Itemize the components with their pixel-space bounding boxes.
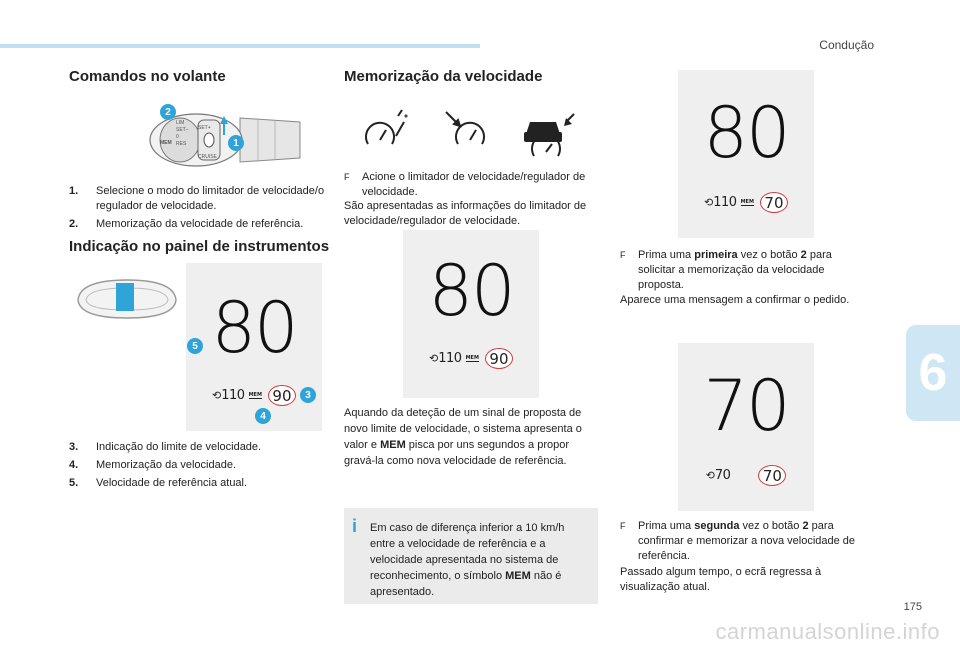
- speed-limit-icon: ⟲: [212, 389, 222, 402]
- cluster-outline: [72, 270, 182, 330]
- proposed-speed-ring: 70: [758, 465, 786, 486]
- speed-limit-icon: ⟲: [704, 196, 714, 209]
- list-item: [69, 476, 331, 491]
- activate-bullet: [344, 170, 599, 200]
- button-number: 2: [802, 520, 809, 532]
- text-span: para solicitar a memorização da velocidade proposta.: [638, 249, 832, 291]
- chapter-tab: [906, 325, 960, 421]
- paragraph-confirmation-message: Aparece uma mensagem a confirmar o pedido.: [620, 294, 850, 306]
- text-span: não é apresentado.: [370, 570, 562, 598]
- stalk-label-set-plus: SET+: [198, 125, 211, 131]
- speed-limit-value: 110: [438, 351, 462, 366]
- text-span: Aquando da deteção de um sinal de proposta de novo limite de velocidade, o sistema apresenta o valor e: [344, 407, 582, 451]
- speed-info-row: [706, 465, 787, 486]
- list-item: [69, 184, 331, 214]
- speed-limit-value: 110: [713, 195, 737, 210]
- item-number: 3.: [69, 441, 79, 453]
- reference-speed: 70: [703, 365, 789, 447]
- watermark: carmanualsonline.info: [715, 619, 940, 644]
- item-text: Indicação do limite de velocidade.: [96, 441, 262, 453]
- display-panel-second-press: [678, 343, 814, 511]
- bullet-mark: F: [344, 172, 350, 182]
- instrument-cluster-icon: [72, 270, 182, 330]
- info-note-box: [344, 508, 598, 604]
- mode-icons-drawing: [362, 108, 582, 160]
- bullet-mark: F: [620, 250, 626, 260]
- section-title: Condução: [819, 38, 874, 52]
- item-text: Memorização da velocidade.: [96, 459, 237, 471]
- mem-indicator: MEM: [740, 199, 754, 205]
- heading-instrument-panel: Indicação no painel de instrumentos: [69, 238, 330, 255]
- speed-limit-icon: ⟲: [429, 352, 439, 365]
- list-item: [69, 458, 331, 473]
- mode-icons: [362, 108, 582, 160]
- page-number: 175: [903, 601, 922, 613]
- heading-speed-memorisation: Memorização da velocidade: [344, 68, 543, 85]
- chapter-number: 6: [918, 344, 948, 402]
- reference-speed: 80: [703, 92, 789, 174]
- paragraph-proposal-signal: [344, 405, 596, 469]
- stalk-label-zero: 0: [176, 134, 179, 140]
- speed-limit-value: 70: [714, 468, 731, 483]
- text-span: vez o botão: [737, 249, 801, 261]
- stalk-label-cruise: CRUISE: [198, 154, 217, 160]
- stalk-label-res: RES: [176, 141, 187, 147]
- speed-info-row: [429, 348, 513, 369]
- steering-controls-list: [69, 184, 331, 235]
- speed-info-row: [212, 385, 296, 406]
- item-number: 2.: [69, 218, 79, 230]
- list-item: [69, 440, 331, 455]
- bullet-text: [638, 519, 870, 564]
- adaptive-cruise-icon: [524, 114, 574, 156]
- item-number: 5.: [69, 477, 79, 489]
- callout-badge-3: 3: [300, 387, 316, 403]
- mem-indicator: MEM: [248, 392, 262, 398]
- bullet-mark: F: [620, 521, 626, 531]
- info-icon: i: [352, 516, 358, 536]
- text-span: Prima uma: [638, 520, 695, 532]
- heading-steering-controls: Comandos no volante: [69, 68, 226, 85]
- stalk-label-lim: LIM: [176, 120, 185, 126]
- stalk-labels: [176, 120, 189, 148]
- mem-indicator: MEM: [465, 355, 479, 361]
- callout-badge-1: 1: [228, 135, 244, 151]
- bullet-text: Acione o limitador de velocidade/regulador de velocidade.: [362, 171, 586, 198]
- speed-limit-icon: ⟲: [705, 469, 715, 482]
- text-span: pisca por uns segundos a propor gravá-la como nova velocidade de referência.: [344, 439, 570, 467]
- mem-keyword: MEM: [505, 570, 531, 582]
- cruise-control-icon: [446, 112, 484, 144]
- paragraph-return-display: Passado algum tempo, o ecrã regressa à visualização atual.: [620, 566, 822, 593]
- proposed-speed-ring: 70: [760, 192, 788, 213]
- item-number: 4.: [69, 459, 79, 471]
- second-press-bullet: [620, 519, 870, 564]
- callout-badge-2: 2: [160, 104, 176, 120]
- proposed-speed-ring: 90: [485, 348, 513, 369]
- button-number: 2: [800, 249, 807, 261]
- instrument-panel-list: [69, 440, 331, 494]
- speed-limiter-icon: [366, 110, 407, 144]
- text-span: para confirmar e memorizar a nova velocidade de referência.: [638, 520, 856, 562]
- cluster-display-panel: [186, 263, 322, 431]
- callout-badge-5: 5: [187, 338, 203, 354]
- text-span: Em caso de diferença inferior a 10 km/h entre a velocidade de referência e a velocidade apresentada no sistema de reconhecimento, o símbolo: [370, 522, 565, 582]
- keyword-second: segunda: [694, 520, 740, 532]
- reference-speed: 80: [428, 250, 514, 332]
- bullet-text: [638, 248, 870, 293]
- item-text: Selecione o modo do limitador de velocidade/o regulador de velocidade.: [96, 185, 325, 212]
- callout-badge-4: 4: [255, 408, 271, 424]
- text-span: vez o botão: [739, 520, 803, 532]
- first-press-bullet: [620, 248, 870, 293]
- keyword-first: primeira: [694, 249, 738, 261]
- list-item: [69, 217, 331, 232]
- display-panel-proposal: [403, 230, 539, 398]
- display-panel-first-press: [678, 70, 814, 238]
- item-text: Velocidade de referência atual.: [96, 477, 248, 489]
- stalk-label-set-minus: SET−: [176, 127, 189, 133]
- speed-info-row: [704, 192, 788, 213]
- text-span: Prima uma: [638, 249, 695, 261]
- header-rule: [0, 44, 480, 48]
- mem-keyword: MEM: [380, 439, 406, 451]
- reference-speed: 80: [211, 287, 297, 369]
- stalk-label-mem: MEM: [160, 140, 172, 146]
- proposed-speed-ring: 90: [268, 385, 296, 406]
- item-number: 1.: [69, 185, 79, 197]
- paragraph-info-displayed: São apresentadas as informações do limitador de velocidade/regulador de velocidade.: [344, 200, 587, 227]
- speed-limit-value: 110: [221, 388, 245, 403]
- item-text: Memorização da velocidade de referência.: [96, 218, 304, 230]
